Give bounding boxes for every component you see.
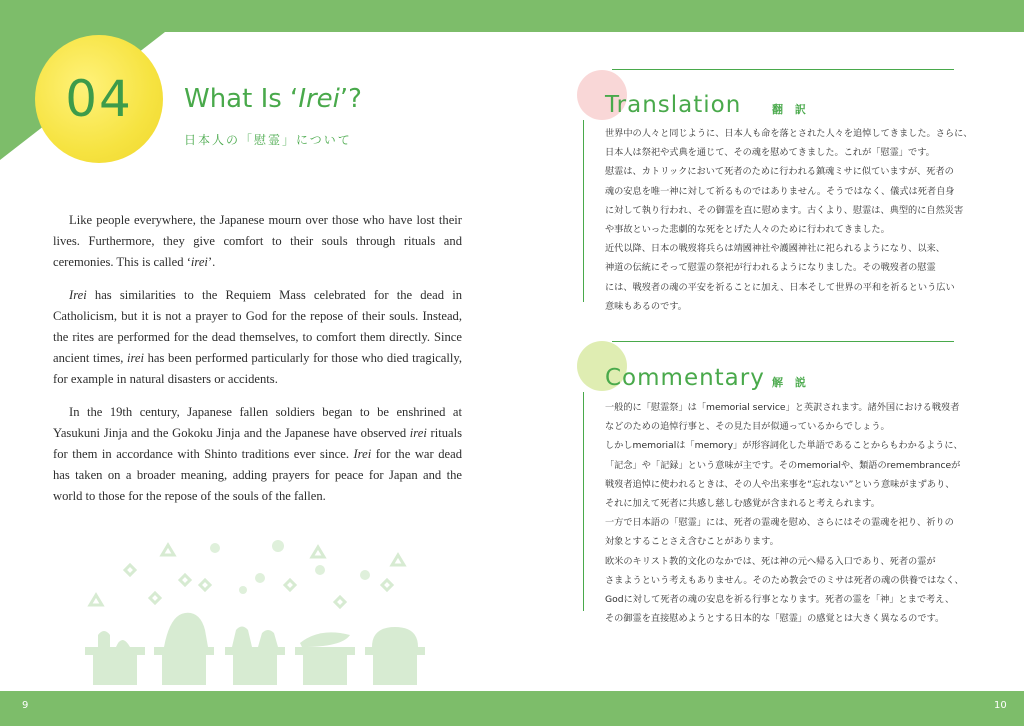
diamond-decoration-icon (125, 565, 135, 575)
commentary-top-rule (612, 341, 954, 342)
paragraph-text: has been performed particularly for those who died tragically, for example in natural disasters or accidents. (53, 351, 462, 386)
commentary-line: それに加えて死者に共感し慈しむ感覚が含まれると考えられます。 (605, 498, 880, 510)
altar-stand-base (233, 655, 277, 685)
paragraph-text: rituals for them in accordance with Shinto traditions ever since. (53, 426, 462, 461)
commentary-line: などのための追悼行事と、その見た目が似通っているからでしょう。 (605, 421, 890, 433)
altar-stand-base (373, 655, 417, 685)
diamond-decoration-icon (335, 597, 345, 607)
altar-stand-base (303, 655, 347, 685)
commentary-line: 対象とすることさえ含むことがあります。 (605, 536, 779, 548)
triangle-decoration-icon (392, 555, 404, 565)
translation-body (605, 124, 977, 316)
triangle-decoration-icon (90, 595, 102, 605)
altar-stand-top (295, 647, 355, 655)
italic-term: irei (190, 255, 208, 269)
altar-stand-top (225, 647, 285, 655)
offering-fish (300, 632, 350, 647)
dot-decoration-icon (360, 570, 370, 580)
translation-line: や事故といった悲劇的な死をとげた人々のために行われてきました。 (605, 224, 890, 236)
offering-vegetables (164, 613, 208, 647)
offering-vessels (98, 631, 130, 647)
offerings-illustration (80, 535, 430, 685)
bottom-color-band (0, 691, 1024, 726)
diamond-decoration-icon (200, 580, 210, 590)
triangle-decoration-icon (312, 547, 324, 557)
translation-line: には、戦歿者の魂の平安を祈ることに加え、日本そして世界の平和を祈るという広い (605, 281, 955, 293)
commentary-title-jp: 解 説 (772, 376, 810, 389)
commentary-line: 一方で日本語の「慰霊」には、死者の霊魂を慰め、さらにはその霊魂を祀り、祈りの (605, 517, 954, 529)
paragraph-text: In the 19th century, Japanese fallen soldiers began to be enshrined at Yasukuni Jinja and the Gokoku Jinja and the Japanese have observed (53, 405, 462, 440)
translation-line: に対して執り行われ、その御霊を直に慰めます。古くより、慰霊は、典型的に自然災害 (605, 204, 964, 216)
diamond-decoration-icon (150, 593, 160, 603)
translation-line: 神道の伝統にそって慰霊の祭祀が行われるようになりました。その戦歿者の慰霊 (605, 262, 936, 274)
english-body (53, 210, 462, 519)
offering-basket (372, 627, 418, 647)
triangle-decoration-icon (162, 545, 174, 555)
italic-term: Irei (69, 288, 87, 302)
paragraph-text: has similarities to the Requiem Mass celebrated for the dead in Catholicism, but it is not a prayer to God for the repose of their souls. Instead, the rites are performed for the dead themselves, to comfort them directly. Since ancient times, (53, 288, 462, 365)
chapter-title-prefix: What Is ‘ (184, 84, 299, 114)
diamond-decoration-icon (382, 580, 392, 590)
diamond-decoration-icon (285, 580, 295, 590)
commentary-line: 一般的に「慰霊祭」は「memorial service」と英訳されます。諸外国における戦歿者 (605, 402, 960, 413)
dot-decoration-icon (315, 565, 325, 575)
paragraph-text: Like people everywhere, the Japanese mourn over those who have lost their lives. Furthermore, they give comfort to their souls through rituals and ceremonies. This is called ‘ (53, 213, 462, 269)
commentary-title: Commentary (605, 365, 765, 391)
diamond-decoration-icon (180, 575, 190, 585)
dot-decoration-icon (210, 543, 220, 553)
offering-fruit (232, 627, 278, 648)
chapter-title-italic: Irei (298, 84, 340, 114)
commentary-line: 戦歿者追悼に使われるときは、その人や出来事を“忘れない”という意味がまずあり、 (605, 478, 955, 490)
dot-decoration-icon (239, 586, 247, 594)
translation-line: 日本人は祭祀や式典を通じて、その魂を慰めてきました。これが「慰霊」です。 (605, 147, 935, 159)
translation-top-rule (612, 69, 954, 70)
translation-line: 慰霊は、カトリックにおいて死者のために行われる鎮魂ミサに似ていますが、死者の (605, 166, 954, 178)
altar-stand-base (162, 655, 206, 685)
italic-term: irei (127, 351, 145, 365)
page-number-left: 9 (22, 700, 29, 711)
altar-stand-top (154, 647, 214, 655)
translation-line: 近代以降、日本の戦歿将兵らは靖國神社や護國神社に祀られるようになり、以来、 (605, 243, 945, 255)
chapter-subtitle-jp: 日本人の「慰霊」について (184, 133, 352, 147)
chapter-title-suffix: ’? (339, 84, 362, 114)
commentary-left-rule (583, 392, 584, 611)
english-paragraph (53, 210, 462, 273)
commentary-line: Godに対して死者の魂の安息を祈る行事となります。死者の霊を「神」とまで考え、 (605, 594, 955, 606)
chapter-number: 04 (65, 70, 133, 128)
altar-stand-top (85, 647, 145, 655)
chapter-number-badge (35, 35, 163, 163)
chapter-title (184, 84, 362, 114)
translation-line: 世界中の人々と同じように、日本人も命を落とされた人々を追悼してきました。さらに、 (605, 128, 973, 139)
altar-stand-base (93, 655, 137, 685)
altar-stand-top (365, 647, 425, 655)
translation-title-jp: 翻 訳 (772, 103, 810, 116)
commentary-body (605, 398, 977, 628)
english-paragraph (53, 402, 462, 507)
dot-decoration-icon (272, 540, 284, 552)
translation-title: Translation (605, 92, 742, 118)
paragraph-text: ’. (207, 255, 216, 269)
commentary-line: 欧米のキリスト教的文化のなかでは、死は神の元へ帰る入口であり、死者の霊が (605, 555, 936, 567)
commentary-line: その御霊を直接慰めようとする日本的な「慰霊」の感覚とは大きく異なるのです。 (605, 613, 945, 625)
translation-line: 魂の安息を唯一神に対して祈るものではありません。そうではなく、儀式は死者自身 (605, 185, 955, 197)
italic-term: Irei (353, 447, 372, 461)
commentary-line: さまようという考えもありません。そのため教会でのミサは死者の魂の供養ではなく、 (605, 574, 964, 586)
translation-line: 意味もあるのです。 (605, 300, 687, 312)
commentary-line: しかしmemorialは「memory」が形容詞化した単語であることからもわかるように、 (605, 440, 963, 452)
translation-left-rule (583, 120, 584, 302)
top-color-band (0, 0, 1024, 32)
commentary-line: 「記念」や「記録」という意味が主です。そのmemorialや、類語のremembranceが (605, 459, 961, 471)
english-paragraph (53, 285, 462, 390)
italic-term: irei (409, 426, 427, 440)
page-number-right: 10 (994, 700, 1007, 711)
dot-decoration-icon (255, 573, 265, 583)
paragraph-text: for the war dead has taken on a broader meaning, adding prayers for peace for Japan and the world to those for the repose of the souls of the fallen. (53, 447, 462, 503)
